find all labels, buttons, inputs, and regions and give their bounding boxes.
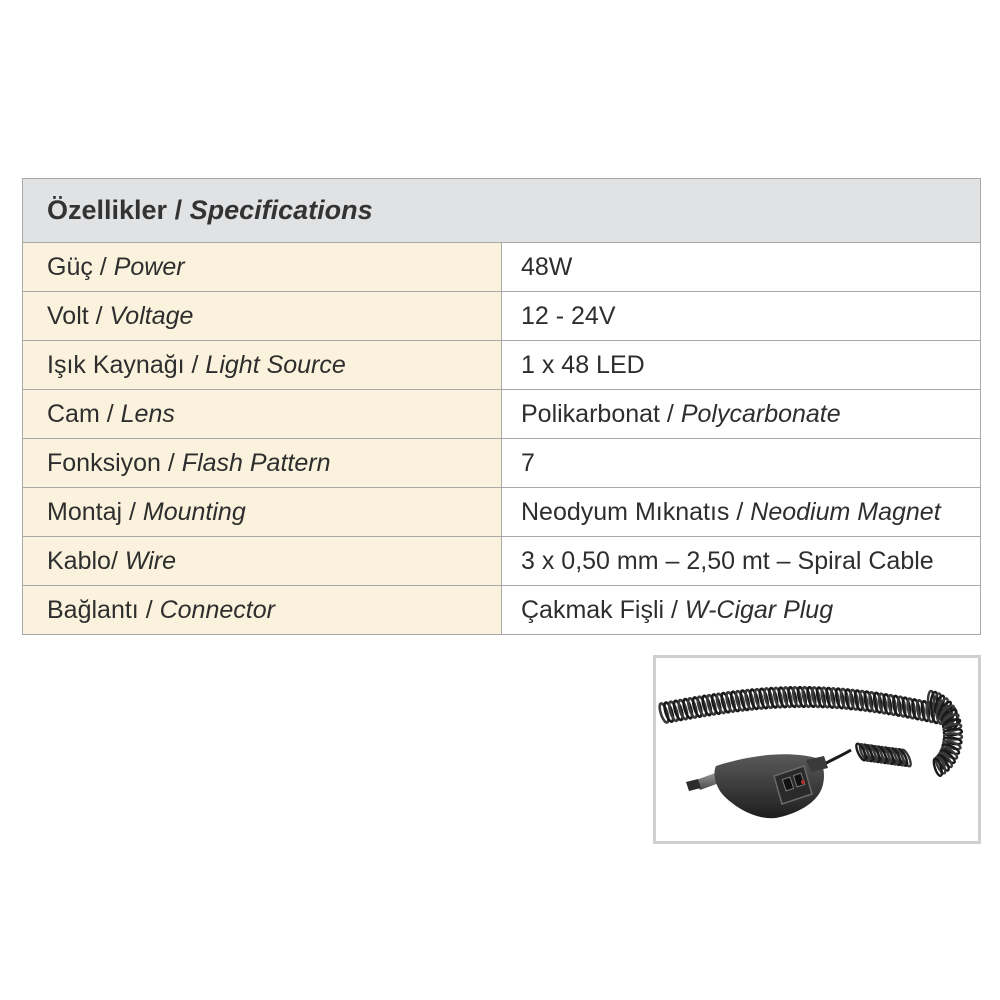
label-en: Wire xyxy=(124,546,177,575)
value-tr: 1 x 48 LED xyxy=(521,350,645,379)
label-separator: / xyxy=(99,399,121,428)
label-tr: Güç xyxy=(47,252,93,281)
label-tr: Cam xyxy=(47,399,100,428)
spec-value xyxy=(502,292,981,341)
value-tr: 7 xyxy=(521,448,535,477)
spec-value xyxy=(502,341,981,390)
spec-value xyxy=(502,488,981,537)
label-en: Lens xyxy=(120,399,175,428)
spec-label xyxy=(23,243,502,292)
table-row xyxy=(23,488,981,537)
value-en: Neodium Magnet xyxy=(750,497,941,526)
label-en: Mounting xyxy=(142,497,246,526)
table-row xyxy=(23,439,981,488)
spec-label xyxy=(23,586,502,635)
table-title xyxy=(23,179,981,243)
value-separator: / xyxy=(659,399,681,428)
label-en: Flash Pattern xyxy=(181,448,331,477)
label-separator: / xyxy=(122,497,143,526)
spec-label xyxy=(23,537,502,586)
product-photo xyxy=(653,655,981,844)
spiral-cable-cigar-plug-icon xyxy=(656,658,978,841)
label-tr: Volt xyxy=(47,301,89,330)
spec-value xyxy=(502,390,981,439)
value-en: W-Cigar Plug xyxy=(684,595,834,624)
spec-value xyxy=(502,537,981,586)
spec-label xyxy=(23,439,502,488)
spec-label xyxy=(23,292,502,341)
table-row xyxy=(23,292,981,341)
value-tr: Neodyum Mıknatıs xyxy=(521,497,730,526)
label-en: Power xyxy=(113,252,185,281)
title-en: Specifications xyxy=(189,195,373,225)
label-en: Connector xyxy=(159,595,275,624)
title-separator: / xyxy=(167,195,190,225)
title-tr: Özellikler xyxy=(47,195,168,225)
value-tr: 48W xyxy=(521,252,573,281)
spec-value xyxy=(502,586,981,635)
label-separator: / xyxy=(184,350,206,379)
label-tr: Bağlantı xyxy=(47,595,139,624)
value-tr: 3 x 0,50 mm – 2,50 mt – Spiral Cable xyxy=(521,546,934,575)
value-separator: / xyxy=(729,497,751,526)
spec-label xyxy=(23,488,502,537)
label-tr: Montaj xyxy=(47,497,123,526)
value-en: Polycarbonate xyxy=(680,399,841,428)
table-row xyxy=(23,243,981,292)
label-en: Voltage xyxy=(109,301,194,330)
cigar-plug xyxy=(686,754,828,818)
label-separator: / xyxy=(88,301,110,330)
label-separator: / xyxy=(110,546,125,575)
value-tr: 12 - 24V xyxy=(521,301,616,330)
label-tr: Fonksiyon xyxy=(47,448,161,477)
table-row xyxy=(23,341,981,390)
table-row xyxy=(23,586,981,635)
value-tr: Polikarbonat xyxy=(521,399,660,428)
label-tr: Işık Kaynağı xyxy=(47,350,185,379)
spec-value xyxy=(502,243,981,292)
spec-label xyxy=(23,341,502,390)
spiral-cable-coil xyxy=(658,687,959,728)
table-row xyxy=(23,537,981,586)
spec-label xyxy=(23,390,502,439)
table-row xyxy=(23,390,981,439)
specifications-table xyxy=(22,178,981,635)
label-separator: / xyxy=(138,595,160,624)
label-separator: / xyxy=(92,252,114,281)
value-separator: / xyxy=(664,595,685,624)
value-tr: Çakmak Fişli xyxy=(521,595,665,624)
label-separator: / xyxy=(160,448,182,477)
label-en: Light Source xyxy=(205,350,346,379)
spec-value xyxy=(502,439,981,488)
label-tr: Kablo xyxy=(47,546,111,575)
table-header-row xyxy=(23,179,981,243)
